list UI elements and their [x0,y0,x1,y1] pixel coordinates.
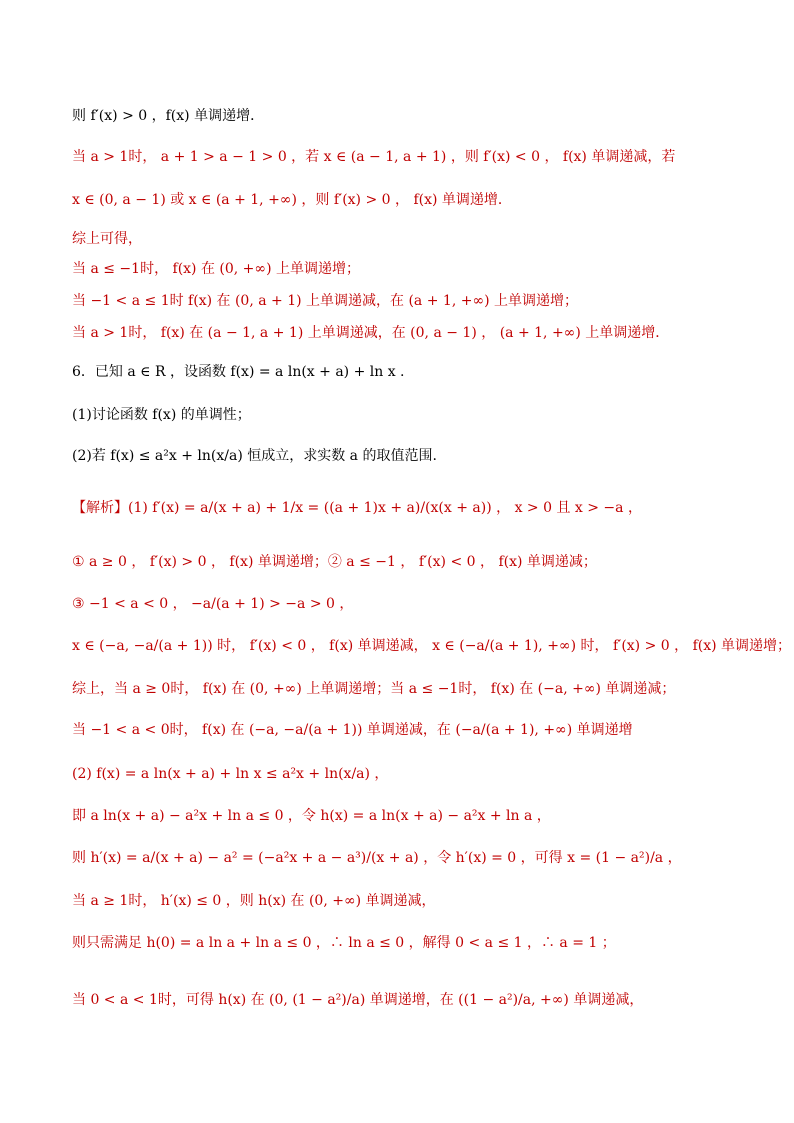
question-6-part-1: (1)讨论函数 f(x) 的单调性； [72,407,251,423]
text-line-3: x ∈ (0, a − 1) 或 x ∈ (a + 1, +∞) ，则 f′(x) > 0 ， f(x) 单调递增． [72,192,512,208]
text-line-2: 当 a > 1时， a + 1 > a − 1 > 0 ，若 x ∈ (a − 1, a + 1) ，则 f′(x) < 0 ， f(x) 单调递减，若 [72,149,676,165]
solution-part-2-derivative: 则 h′(x) = a/(x + a) − a² = (−a²x + a − a³)/(x + a) ，令 h′(x) = 0 ，可得 x = (1 − a²)/a ， [72,850,682,866]
solution-start: 【解析】(1) f′(x) = a/(x + a) + 1/x = ((a + 1)x + a)/(x(x + a)) ， x > 0 且 x > −a ， [72,500,642,516]
text-line-5: 当 a ≤ −1时， f(x) 在 (0, +∞) 上单调递增； [72,261,360,277]
solution-case-3: ③ −1 < a < 0 ， −a/(a + 1) > −a > 0 ， [72,596,354,612]
solution-part-2-condition: 则只需满足 h(0) = a ln a + ln a ≤ 0 ，∴ ln a ≤ 0 ，解得 0 < a ≤ 1 ，∴ a = 1 ； [72,935,616,951]
text-line-1: 则 f′(x) > 0 ，f(x) 单调递增． [72,108,265,124]
question-6-title: 6．已知 a ∈ R ，设函数 f(x) = a ln(x + a) + ln x . [72,364,405,380]
solution-case-1-2: ① a ≥ 0 ， f′(x) > 0 ， f(x) 单调递增；② a ≤ −1 ， f′(x) < 0 ， f(x) 单调递减； [72,554,597,570]
solution-part-2-transform: 即 a ln(x + a) − a²x + ln a ≤ 0 ，令 h(x) = a ln(x + a) − a²x + ln a ， [72,808,551,824]
text-line-6: 当 −1 < a ≤ 1时 f(x) 在 (0, a + 1) 上单调递减，在 (a + 1, +∞) 上单调递增； [72,293,579,309]
text-line-7: 当 a > 1时， f(x) 在 (a − 1, a + 1) 上单调递减，在 (0, a − 1) ， (a + 1, +∞) 上单调递增． [72,325,670,341]
solution-case-3-detail: x ∈ (−a, −a/(a + 1)) 时， f′(x) < 0 ， f(x) 单调递减， x ∈ (−a/(a + 1), +∞) 时， f′(x) > 0 ， f(x) 单调递增； [72,638,792,654]
text-line-4: 综上可得， [72,231,142,247]
solution-summary-1: 综上，当 a ≥ 0时， f(x) 在 (0, +∞) 上单调递增；当 a ≤ −1时， f(x) 在 (−a, +∞) 单调递减； [72,681,676,697]
solution-part-2-case-2: 当 0 < a < 1时，可得 h(x) 在 (0, (1 − a²)/a) 单调递增，在 ((1 − a²)/a, +∞) 单调递减， [72,992,644,1008]
solution-part-2-case-1: 当 a ≥ 1时， h′(x) ≤ 0 ，则 h(x) 在 (0, +∞) 单调递减， [72,893,436,909]
question-6-part-2: (2)若 f(x) ≤ a²x + ln(x/a) 恒成立，求实数 a 的取值范围. [72,448,437,464]
solution-part-2-start: (2) f(x) = a ln(x + a) + ln x ≤ a²x + ln(x/a) ， [72,766,389,782]
solution-summary-2: 当 −1 < a < 0时， f(x) 在 (−a, −a/(a + 1)) 单调递减，在 (−a/(a + 1), +∞) 单调递增 [72,722,633,738]
